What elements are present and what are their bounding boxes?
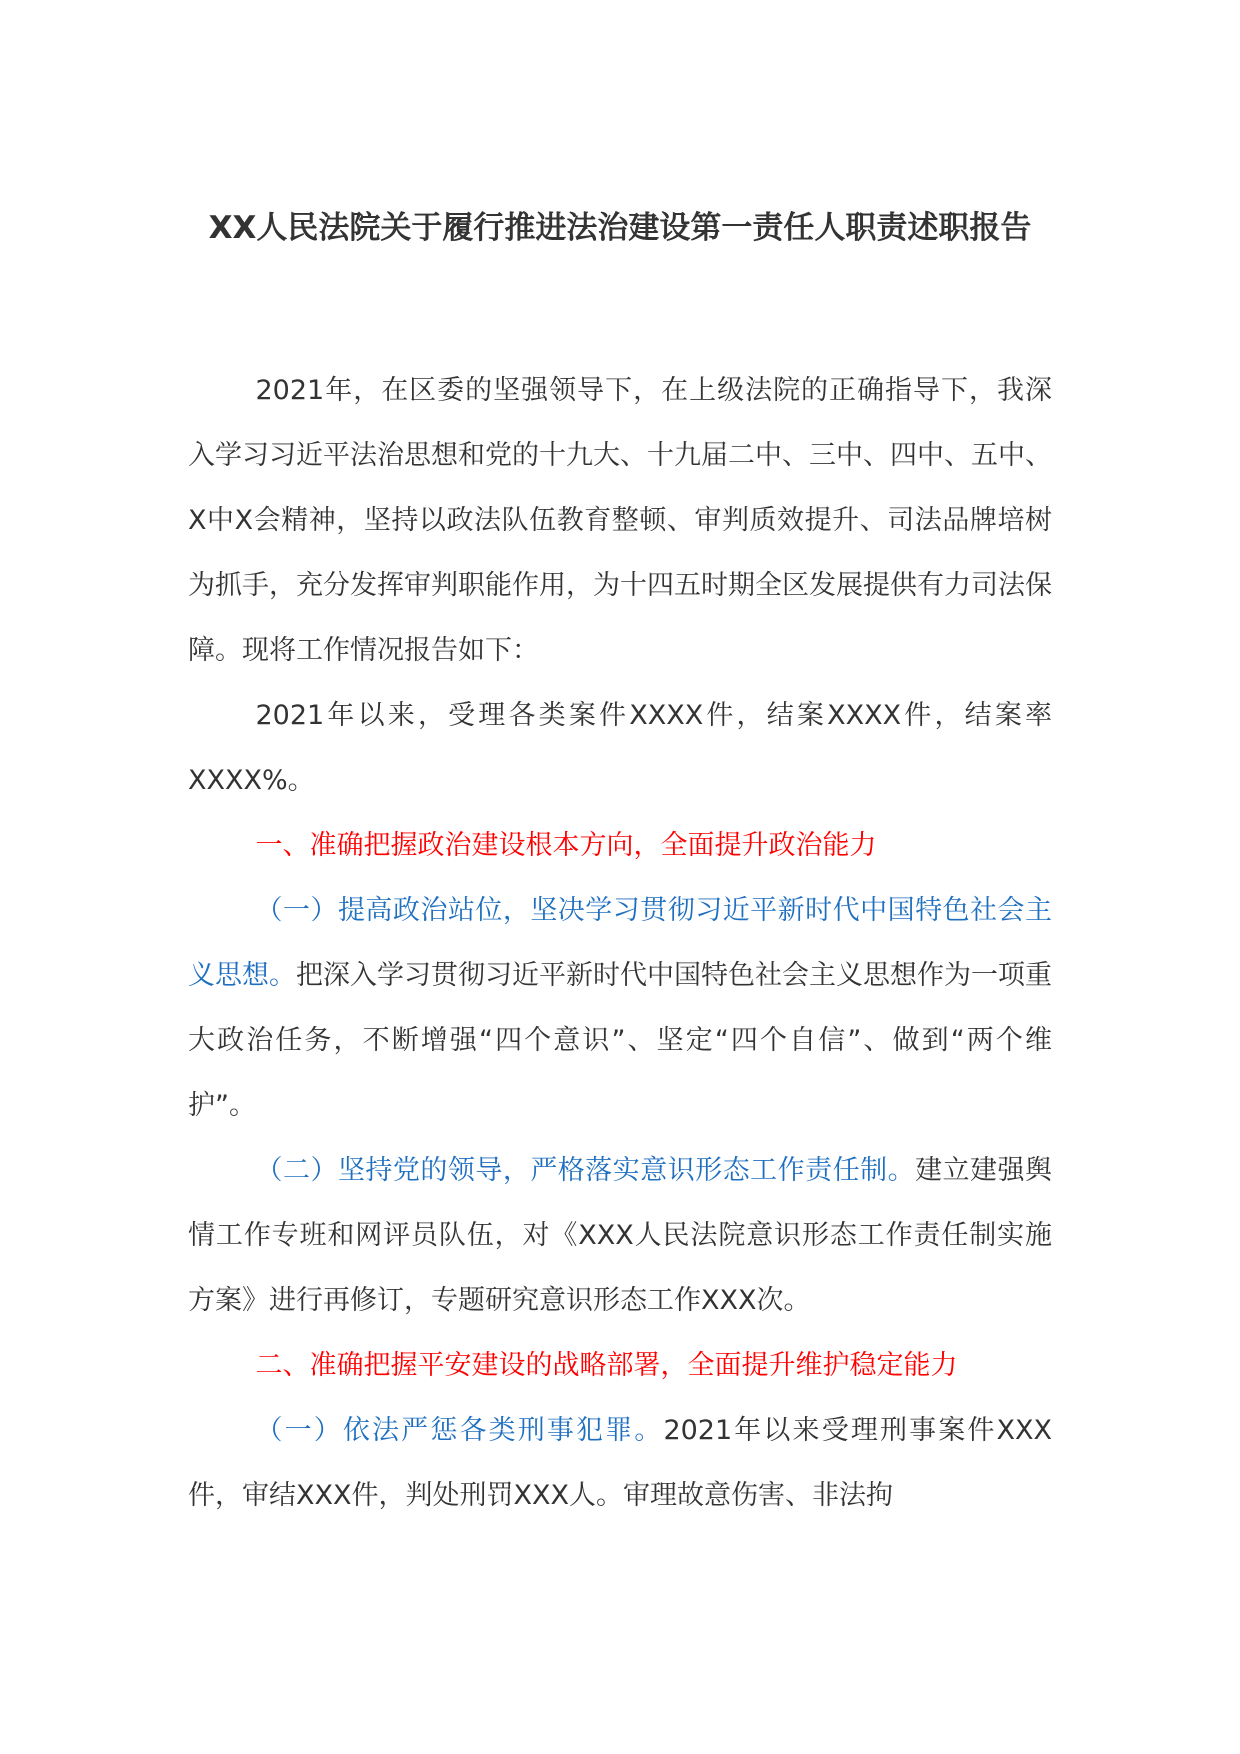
document-page [188, 0, 1052, 1754]
statistics-paragraph: 2021年以来，受理各类案件XXXX件，结案XXXX件，结案率XXXX%。 [188, 700, 1052, 796]
document-title: XX人民法院关于履行推进法治建设第一责任人职责述职报告 [208, 210, 1032, 246]
subsection-heading-1-1: （一）提高政治站位，坚决学习贯彻习近平新时代中国特色社会主义思想。 [188, 895, 1052, 991]
subsection-text-2-1: 2021年以来受理刑事案件XXX件，审结XXX件，判处刑罚XXX人。审理故意伤害、非法拘 [188, 1415, 1053, 1511]
subsection-text-1-1: 把深入学习贯彻习近平新时代中国特色社会主义思想作为一项重大政治任务，不断增强“四个意识”、坚定“四个自信”、做到“两个维护”。 [188, 960, 1052, 1121]
subsection-text-1-2: 建立建强舆情工作专班和网评员队伍，对《XXX人民法院意识形态工作责任制实施方案》进行再修订，专题研究意识形态工作XXX次。 [188, 1155, 1053, 1316]
section-heading-2: 二、准确把握平安建设的战略部署，全面提升维护稳定能力 [255, 1350, 958, 1381]
intro-paragraph: 2021年，在区委的坚强领导下，在上级法院的正确指导下，我深入学习习近平法治思想和党的十九大、十九届二中、三中、四中、五中、X中X会精神，坚持以政法队伍教育整顿、审判质效提升、司法品牌培树为抓手，充分发挥审判职能作用，为十四五时期全区发展提供有力司法保障。现将工作情况报告如下： [188, 375, 1052, 666]
subsection-heading-1-2: （二）坚持党的领导，严格落实意识形态工作责任制。 [255, 1155, 916, 1186]
subsection-2-1 [188, 1398, 1052, 1528]
subsection-1-1 [188, 878, 1052, 1138]
section-heading-1: 一、准确把握政治建设根本方向，全面提升政治能力 [255, 830, 877, 861]
subsection-1-2 [188, 1138, 1052, 1333]
subsection-heading-2-1: （一）依法严惩各类刑事犯罪。 [255, 1415, 664, 1446]
document-body [188, 358, 1052, 1528]
